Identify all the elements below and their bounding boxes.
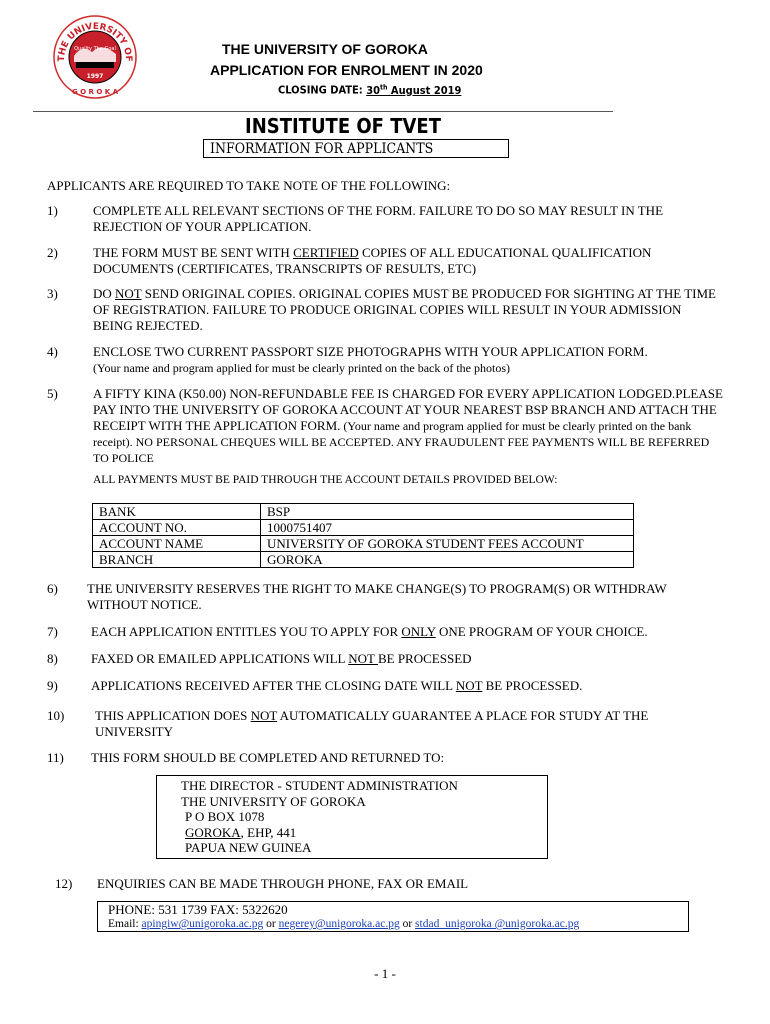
address-line: P O BOX 1078 — [185, 809, 265, 824]
university-logo — [52, 14, 138, 100]
item-2-text: THE FORM MUST BE SENT WITH CERTIFIED COPIES OF ALL EDUCATIONAL QUALIFICATION DOCUMENTS (CERTIFICATES, TRANSCRIPTS OF RESULTS, ETC) — [93, 245, 652, 276]
closing-date — [278, 83, 461, 97]
logo-year: 1997 — [86, 73, 104, 80]
email-line: Email: apingiw@unigoroka.ac.pg or negerey@unigoroka.ac.pg or stdad_unigoroka @unigoroka.ac.pg — [108, 918, 580, 930]
item-3-text: DO NOT SEND ORIGINAL COPIES. ORIGINAL COPIES MUST BE PRODUCED FOR SIGHTING AT THE TIME OF REGISTRATION. FAILURE TO PRODUCE ORIGINAL COPIES WILL RESULT IN YOUR ADMISSION BEING REJECTED. — [93, 286, 716, 333]
logo-bottom-text: G O R O K A — [71, 88, 119, 96]
item-number: 8) — [47, 651, 58, 666]
item-7-text: EACH APPLICATION ENTITLES YOU TO APPLY FOR ONLY ONE PROGRAM OF YOUR CHOICE. — [91, 624, 648, 639]
table-row: BANK BSP — [93, 504, 634, 520]
email-link-2[interactable]: negerey@unigoroka.ac.pg — [278, 918, 400, 930]
item-number: 1) — [47, 203, 58, 218]
payments-note: ALL PAYMENTS MUST BE PAID THROUGH THE ACCOUNT DETAILS PROVIDED BELOW: — [93, 474, 558, 486]
table-row: BRANCH GOROKA — [93, 552, 634, 568]
intro-text: APPLICANTS ARE REQUIRED TO TAKE NOTE OF THE FOLLOWING: — [47, 178, 451, 193]
page-number: - 1 - — [374, 966, 396, 981]
closing-label: CLOSING DATE: — [278, 83, 363, 97]
email-link-1[interactable]: apingiw@unigoroka.ac.pg — [141, 918, 264, 930]
item-number: 5) — [47, 386, 58, 401]
address-line: PAPUA NEW GUINEA — [185, 840, 312, 855]
section-subtitle: INFORMATION FOR APPLICANTS — [203, 139, 509, 158]
account-table — [92, 503, 634, 568]
header-divider — [33, 111, 613, 112]
phone-fax-line: PHONE: 531 1739 FAX: 5322620 — [108, 902, 288, 917]
item-4-text: ENCLOSE TWO CURRENT PASSPORT SIZE PHOTOGRAPHS WITH YOUR APPLICATION FORM. (Your name and program applied for must be clearly printed on the back of the photos) — [93, 344, 648, 375]
item-5-text: A FIFTY KINA (K50.00) NON-REFUNDABLE FEE IS CHARGED FOR EVERY APPLICATION LODGED.PLEASE PAY INTO THE UNIVERSITY OF GOROKA ACCOUNT AT YOUR NEAREST BSP BRANCH AND ATTACH THE RECEIPT WITH THE APPLICATION FORM. (Your name and program applied for must be clearly printed on the bank receipt). NO PERSONAL CHEQUES WILL BE ACCEPTED. ANY FRAUDULENT FEE PAYMENTS WILL BE REFERRED TO POLICE — [93, 386, 723, 465]
item-1-text: COMPLETE ALL RELEVANT SECTIONS OF THE FORM. FAILURE TO DO SO MAY RESULT IN THE REJECTION OF YOUR APPLICATION. — [93, 203, 664, 234]
item-12-text: ENQUIRIES CAN BE MADE THROUGH PHONE, FAX OR EMAIL — [97, 876, 469, 891]
closing-value: 30th August 2019 — [366, 83, 462, 97]
item-8-text: FAXED OR EMAILED APPLICATIONS WILL NOT BE PROCESSED — [91, 651, 472, 666]
item-number: 7) — [47, 624, 58, 639]
address-box — [156, 775, 548, 859]
item-number: 11) — [47, 750, 64, 765]
item-number: 9) — [47, 678, 58, 693]
header-university: THE UNIVERSITY OF GOROKA — [222, 41, 428, 57]
item-10-text: THIS APPLICATION DOES NOT AUTOMATICALLY GUARANTEE A PLACE FOR STUDY AT THE UNIVERSITY — [95, 708, 649, 739]
item-number: 2) — [47, 245, 58, 260]
page-title: INSTITUTE OF TVET — [245, 114, 442, 138]
address-line: THE DIRECTOR - STUDENT ADMINISTRATION — [181, 778, 458, 793]
item-number: 12) — [55, 876, 73, 891]
item-11-text: THIS FORM SHOULD BE COMPLETED AND RETURNED TO: — [91, 750, 445, 765]
contact-box — [97, 901, 689, 932]
item-number: 10) — [47, 708, 65, 723]
table-row: ACCOUNT NO. 1000751407 — [93, 520, 634, 536]
item-number: 6) — [47, 581, 58, 596]
logo-arc-text: THE UNIVERSITY OF — [56, 21, 134, 62]
item-6-text: THE UNIVERSITY RESERVES THE RIGHT TO MAKE CHANGE(S) TO PROGRAM(S) OR WITHDRAW WITHOUT NOTICE. — [87, 581, 667, 612]
item-number: 4) — [47, 344, 58, 359]
address-line: THE UNIVERSITY OF GOROKA — [181, 793, 366, 809]
item-9-text: APPLICATIONS RECEIVED AFTER THE CLOSING DATE WILL NOT BE PROCESSED. — [91, 678, 583, 693]
logo-motto: Quality The Goal — [74, 46, 116, 52]
email-link-3[interactable]: stdad_unigoroka @unigoroka.ac.pg — [415, 918, 580, 930]
address-line: GOROKA, EHP, 441 — [185, 824, 297, 840]
table-row: ACCOUNT NAME UNIVERSITY OF GOROKA STUDENT FEES ACCOUNT — [93, 536, 634, 552]
header-application: APPLICATION FOR ENROLMENT IN 2020 — [210, 62, 483, 78]
item-number: 3) — [47, 286, 58, 301]
